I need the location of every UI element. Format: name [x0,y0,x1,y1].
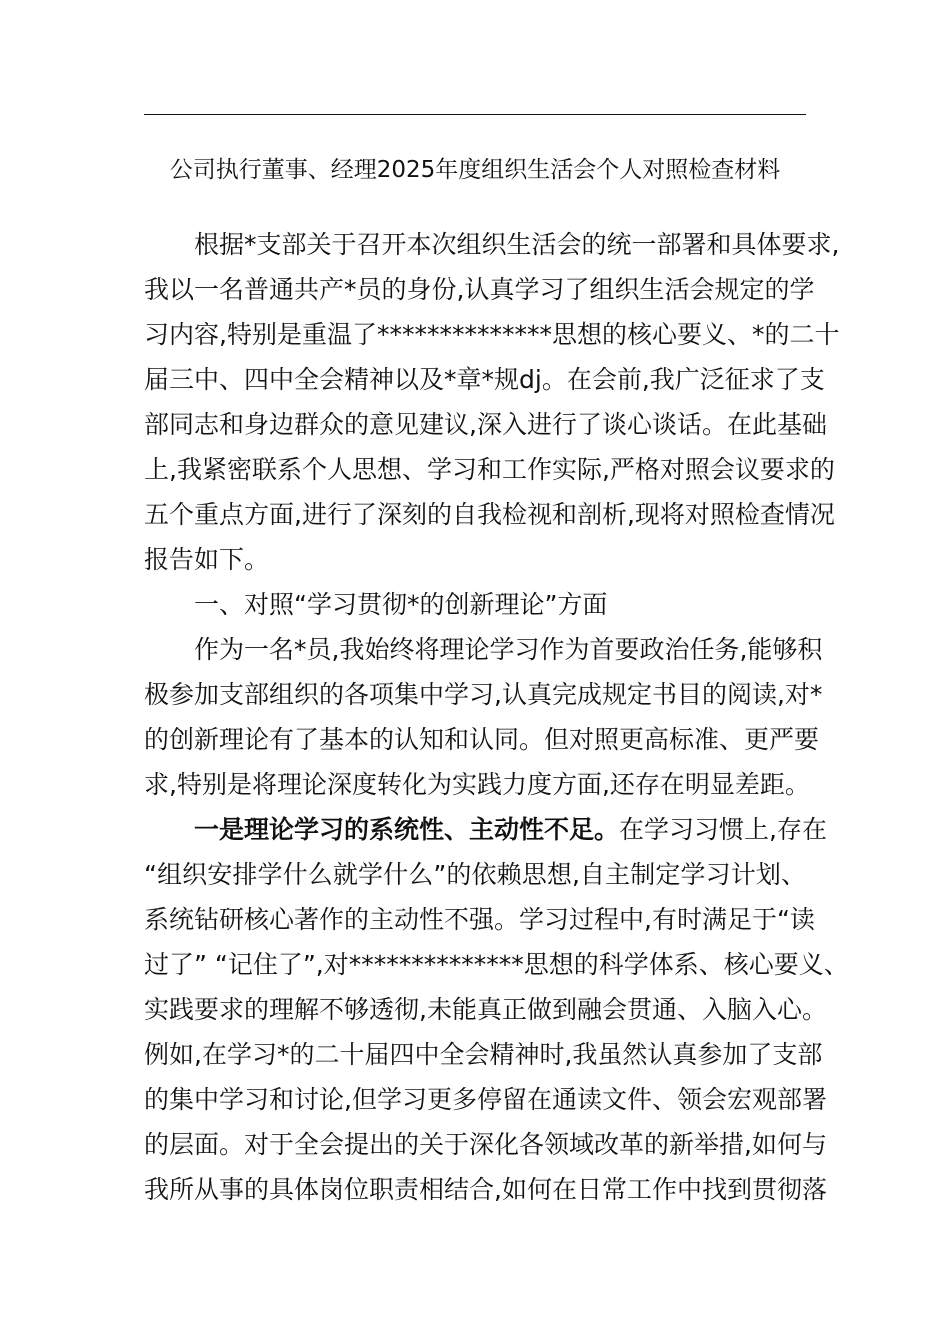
text-line: 的集中学习和讨论,但学习更多停留在通读文件、领会宏观部署 [144,1085,827,1114]
text-line: 上,我紧密联系个人思想、学习和工作实际,严格对照会议要求的 [144,455,835,484]
text-line: 根据*支部关于召开本次组织生活会的统一部署和具体要求, [194,230,840,259]
text-line: 求,特别是将理论深度转化为实践力度方面,还存在明显差距。 [144,770,810,799]
text-line: 习内容,特别是重温了**************思想的核心要义、*的二十 [144,320,840,349]
document-body [144,222,849,1212]
paragraph-2 [144,807,849,1212]
text-line: 极参加支部组织的各项集中学习,认真完成规定书目的阅读,对* [144,680,823,709]
text-line: 我以一名普通共产*员的身份,认真学习了组织生活会规定的学 [144,275,815,304]
text-line: 实践要求的理解不够透彻,未能真正做到融会贯通、入脑入心。 [144,995,827,1024]
document-title: 公司执行董事、经理2025年度组织生活会个人对照检查材料 [169,157,781,183]
text-line: 作为一名*员,我始终将理论学习作为首要政治任务,能够积 [194,635,823,664]
intro-paragraph [144,222,840,582]
text-line: 的创新理论有了基本的认知和认同。但对照更高标准、更严要 [144,725,820,754]
text-line: 例如,在学习*的二十届四中全会精神时,我虽然认真参加了支部 [144,1040,823,1069]
text-line: 五个重点方面,进行了深刻的自我检视和剖析,现将对照检查情况 [144,500,835,529]
text-line: 届三中、四中全会精神以及*章*规dj。在会前,我广泛征求了支 [144,365,825,394]
text-line: 报告如下。 [144,545,270,574]
text-line: “组织安排学什么就学什么”的依赖思想,自主制定学习计划、 [144,860,806,889]
text-line [144,807,827,852]
header-rule [144,114,806,115]
text-line: 我所从事的具体岗位职责相结合,如何在日常工作中找到贯彻落 [144,1175,827,1204]
text-line: 部同志和身边群众的意见建议,深入进行了谈心谈话。在此基础 [144,410,827,439]
text-span: 在学习习惯上,存在 [619,815,827,844]
text-line: 系统钻研核心著作的主动性不强。学习过程中,有时满足于“读 [144,905,815,934]
paragraph-1 [144,627,823,807]
section-heading: 一、对照“学习贯彻*的创新理论”方面 [194,590,608,619]
text-line: 过了” “记住了”,对**************思想的科学体系、核心要义、 [144,950,849,979]
text-line: 的层面。对于全会提出的关于深化各领域改革的新举措,如何与 [144,1130,827,1159]
bold-lead: 一是理论学习的系统性、主动性不足。 [194,815,620,844]
